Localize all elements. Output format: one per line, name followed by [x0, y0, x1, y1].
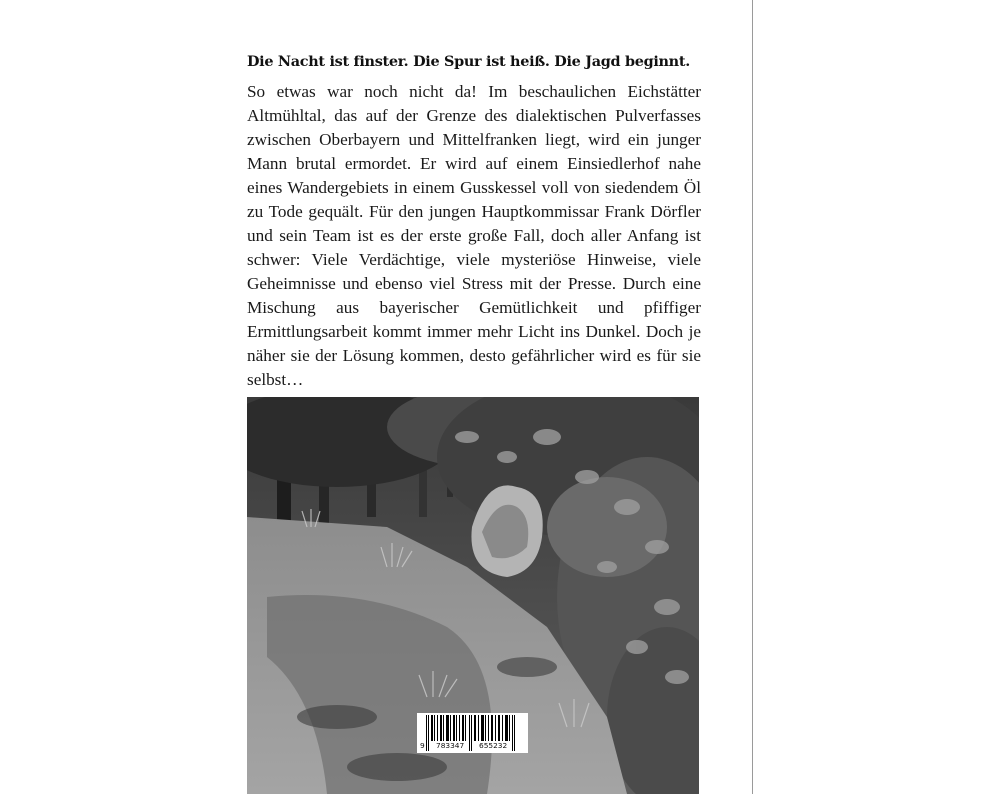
isbn-barcode	[417, 713, 528, 753]
barcode-digits	[417, 741, 528, 750]
tagline: Die Nacht ist finster. Die Spur ist heiß. Die Jagd beginnt.	[247, 53, 690, 70]
barcode-digits-right: 655232	[479, 741, 508, 750]
blurb-text: So etwas war noch nicht da! Im beschaulichen Eichstätter Altmühltal, das auf der Grenze des dialektischen Pulverfasses zwischen Oberbayern und Mittelfranken liegt, wird ein junger Mann brutal ermordet. Er wird auf einem Einsiedlerhof nahe eines Wandergebiets in einem Gusskessel voll von siedendem Öl zu Tode gequält. Für den jungen Hauptkommissar Frank Dörfler und sein Team ist es der erste große Fall, doch aller Anfang ist schwer: Viele Verdächtige, viele mysteriöse Hinweise, viele Geheimnisse und ebenso viel Stress mit der Presse. Durch eine Mischung aus bayerischer Gemütlichkeit und pfiffiger Ermittlungsarbeit kommt immer mehr Licht ins Dunkel. Doch je näher sie der Lösung kommen, desto gefährlicher wird es für sie selbst…	[247, 82, 701, 389]
barcode-digit-first: 9	[420, 741, 425, 750]
back-cover-text	[247, 50, 701, 392]
cover-spine-edge	[752, 0, 753, 794]
barcode-digits-left: 783347	[436, 741, 465, 750]
